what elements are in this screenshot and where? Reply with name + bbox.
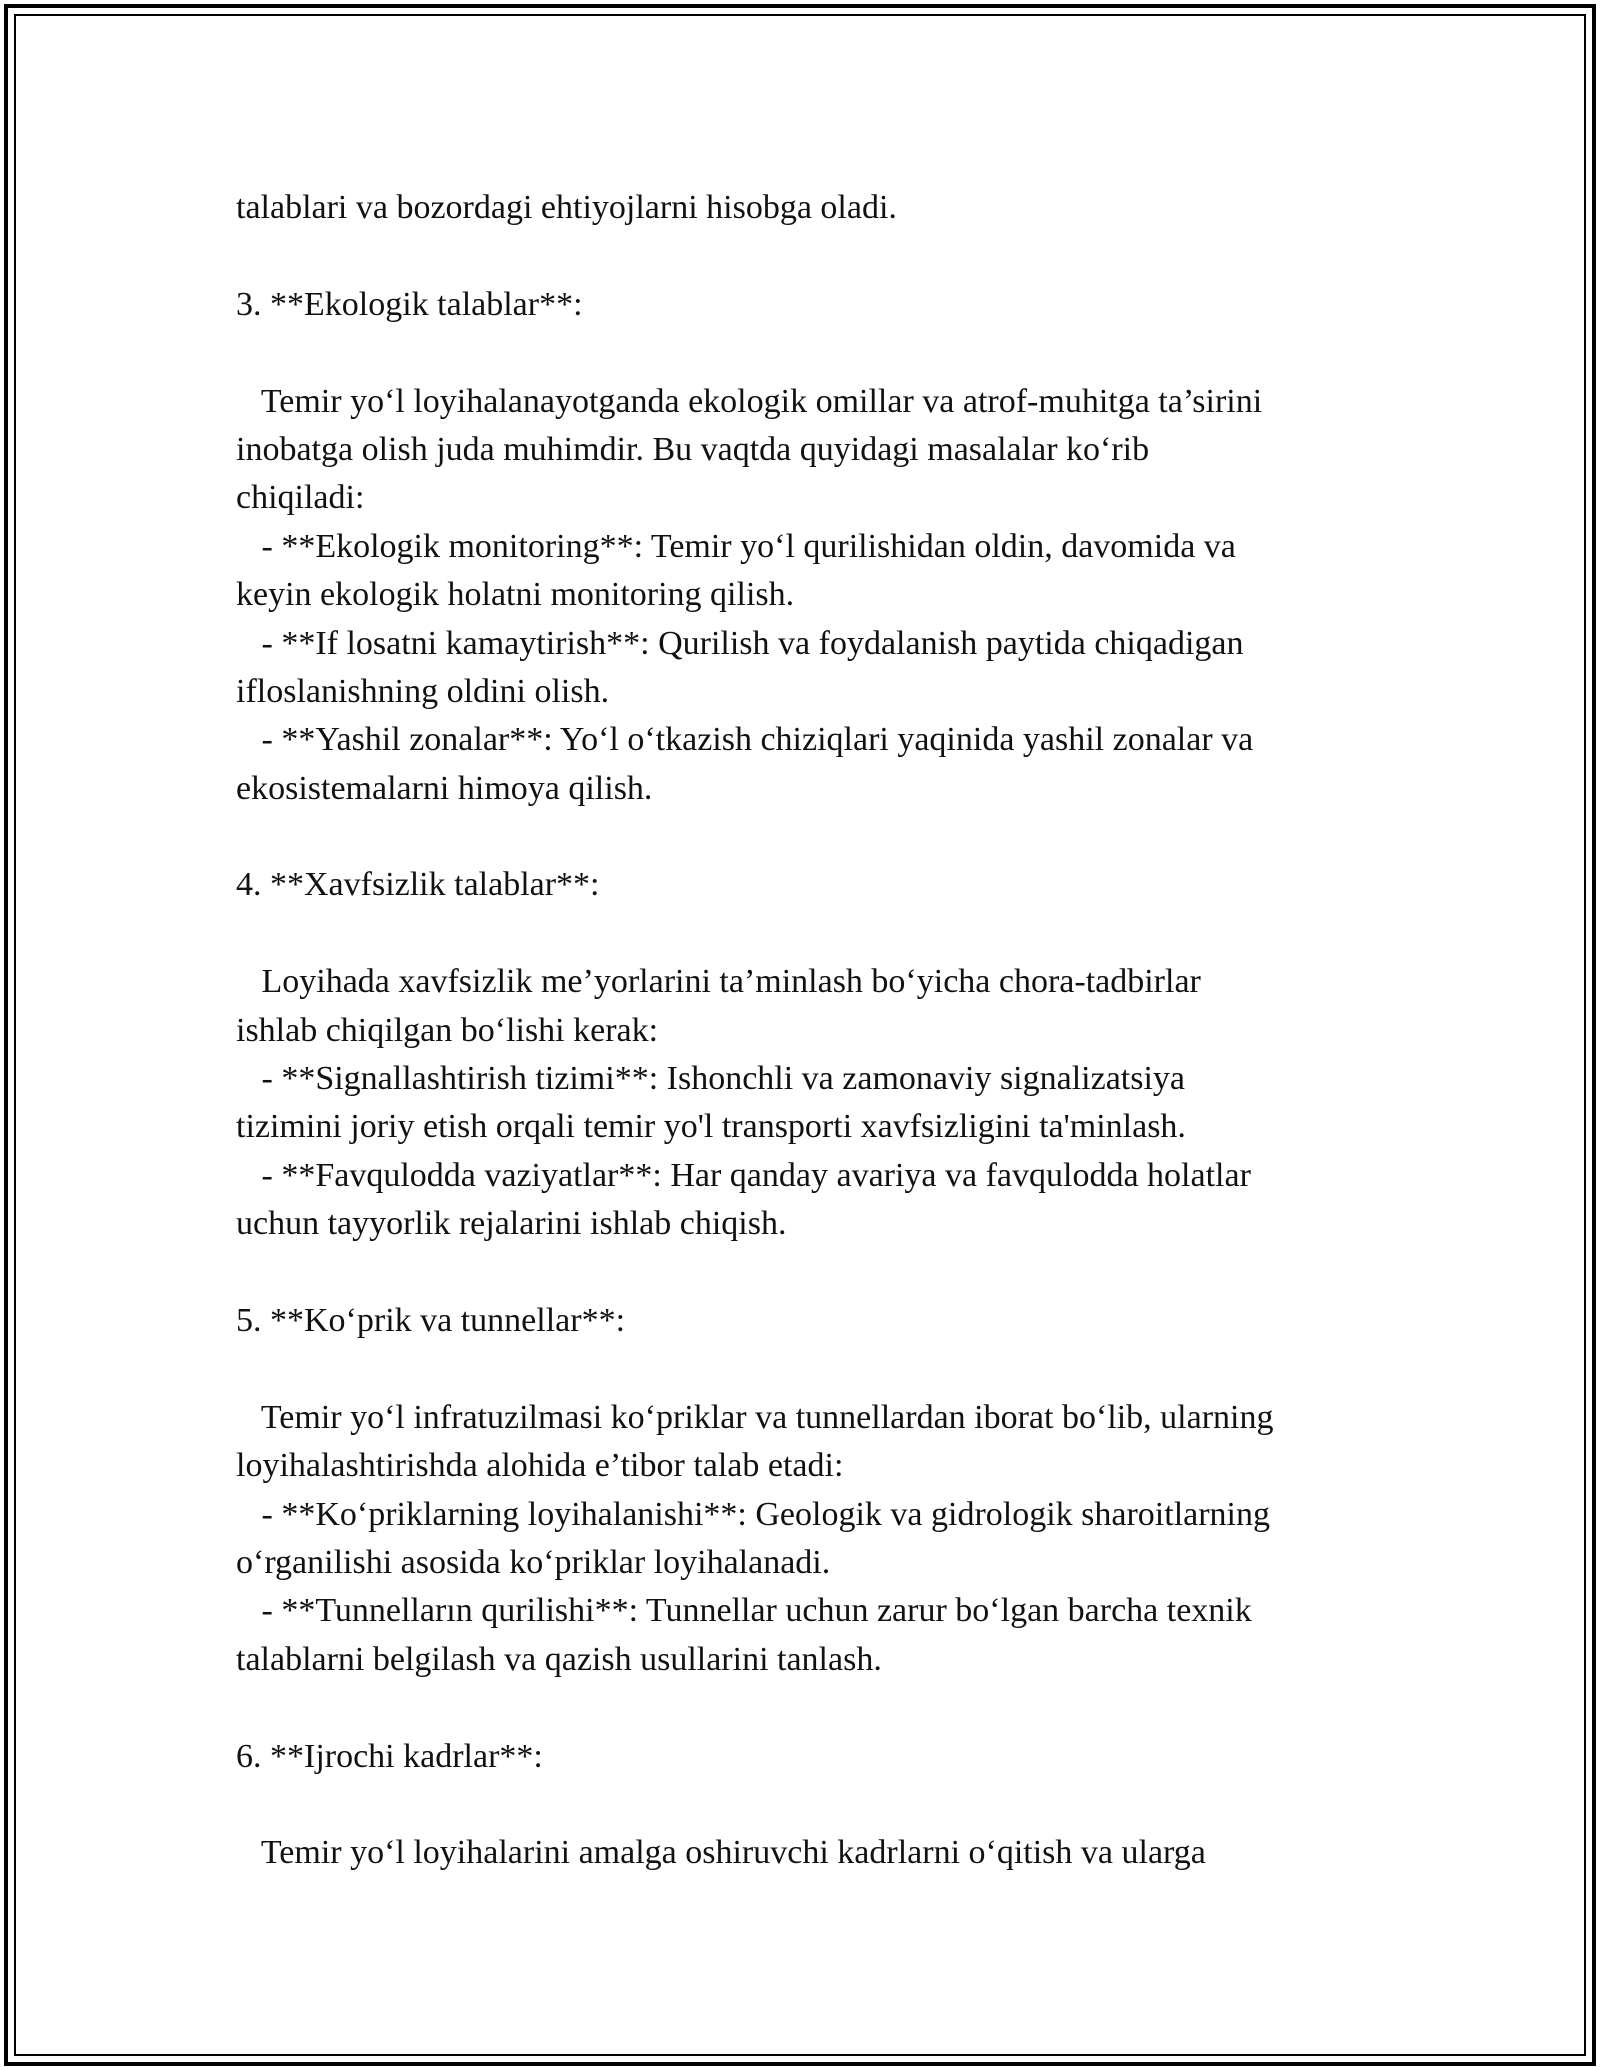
list-item: - **Tunnelların qurilishi**: Tunnellar uchun zarur bo‘lgan barcha texnik: [236, 1592, 1252, 1630]
section-heading: 4. **Xavfsizlik talablar**:: [236, 866, 600, 904]
text-line: talablari va bozordagi ehtiyojlarni hisobga oladi.: [236, 189, 897, 226]
section-heading: 3. **Ekologik talablar**:: [236, 285, 583, 323]
list-item: - **Ko‘priklarning loyihalanishi**: Geologik va gidrologik sharoitlarning: [236, 1495, 1270, 1533]
text-line: loyihalashtirishda alohida e’tibor talab etadi:: [236, 1447, 844, 1485]
section-heading: 5. **Ko‘prik va tunnellar**:: [236, 1301, 626, 1339]
text-line: Loyihada xavfsizlik me’yorlarini ta’minlash bo‘yicha chora-tadbirlar: [236, 963, 1201, 1001]
text-line: o‘rganilishi asosida ko‘priklar loyihalanadi.: [236, 1543, 831, 1581]
list-item: - **Yashil zonalar**: Yo‘l o‘tkazish chiziqlari yaqinida yashil zonalar va: [236, 721, 1254, 759]
text-line: inobatga olish juda muhimdir. Bu vaqtda quyidagi masalalar ko‘rib: [236, 430, 1150, 468]
text-line: ifloslanishning oldini olish.: [236, 672, 610, 710]
list-item: - **Signallashtirish tizimi**: Ishonchli va zamonaviy signalizatsiya: [236, 1060, 1185, 1098]
text-line: talablarni belgilash va qazish usullarini tanlash.: [236, 1640, 882, 1678]
list-item: - **Favqulodda vaziyatlar**: Har qanday avariya va favqulodda holatlar: [236, 1156, 1251, 1194]
text-line: tizimini joriy etish orqali temir yo'l transporti xavfsizligini ta'minlash.: [236, 1108, 1186, 1146]
list-item: - **Ekologik monitoring**: Temir yo‘l qurilishidan oldin, davomida va: [236, 527, 1236, 565]
text-line: chiqiladi:: [236, 479, 365, 517]
text-line: uchun tayyorlik rejalarini ishlab chiqish.: [236, 1205, 787, 1243]
text-line: Temir yo‘l loyihalanayotganda ekologik omillar va atrof-muhitga ta’sirini: [236, 382, 1263, 420]
text-line: ishlab chiqilgan bo‘lishi kerak:: [236, 1011, 659, 1049]
text-line: Temir yo‘l infratuzilmasi ko‘priklar va tunnellardan iborat bo‘lib, ularning: [236, 1398, 1274, 1436]
text-line: ekosistemalarni himoya qilish.: [236, 769, 653, 807]
list-item: - **If losatni kamaytirish**: Qurilish va foydalanish paytida chiqadigan: [236, 624, 1244, 662]
document-page: [236, 184, 1416, 1878]
section-heading: 6. **Ijrochi kadrlar**:: [236, 1737, 543, 1775]
text-line: keyin ekologik holatni monitoring qilish.: [236, 576, 795, 614]
text-line: Temir yo‘l loyihalarini amalga oshiruvchi kadrlarni o‘qitish va ularga: [236, 1834, 1206, 1872]
